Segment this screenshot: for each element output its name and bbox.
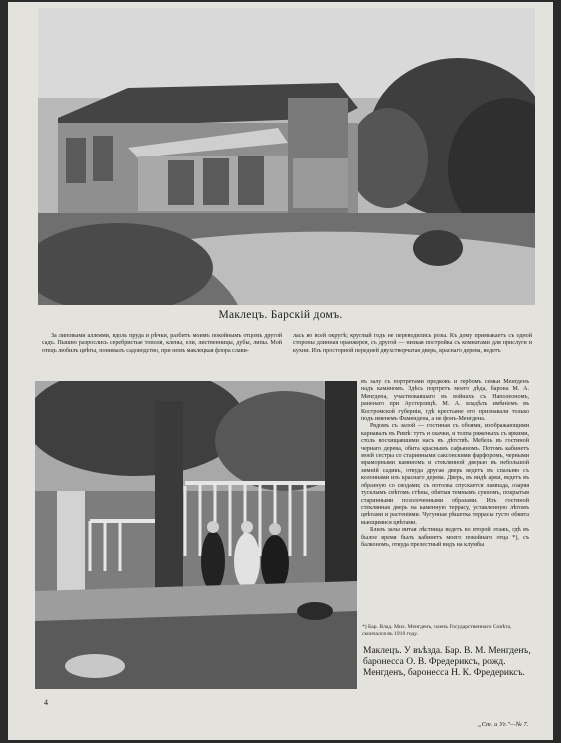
entrance-group-photo — [35, 381, 357, 689]
magazine-page — [8, 2, 553, 740]
intro-paragraph-right: лась во всей округѣ; круглый годъ не переводились розы. Къ дому примыкаетъ съ одной стороны длинная оранжерея, съ другой — низкая постройка съ комнатами для прислуги и кухни. Изъ просторной передней двухстворчатая дверь, краснаго дерева, ведетъ — [293, 333, 532, 354]
issue-folio: „Ст. и Уг."—№ 7. — [478, 721, 529, 728]
intro-text-right — [293, 333, 532, 355]
paragraph: въ залу съ портретами предковъ и гербомъ семьи Менгденъ надъ каминомъ. Здѣсь портретъ моего дѣда, барона М. А. Менгдена, участвовавшаго въ войнахъ съ Наполеономъ, раненаго при Аустерлицѣ. М. А. владѣлъ имѣніемъ въ Костромской губерніи, гдѣ крестьяне его признавали только подъ именемъ Фамендена, а не фонъ-Менгдена. — [361, 379, 529, 423]
paragraph: Рядомъ съ залой — гостиная съ обоями, изображающими карнавалъ въ Римѣ: тутъ и скачки, и толпа ряженыхъ съ яркими, столь восхищавшими насъ въ дѣтствѣ. Мебель въ гостиной чернаго дерева, обита краснымъ сафьяномъ. Потомъ кабинетъ моей сестры со старинными саксонскими фарфоромъ, черными мраморными каминомъ и стеклянной дверью въ небольшой зимній садикъ, откуда другая дверь ведетъ въ спальню съ колоннами изъ краснаго дерева. Дверь, въ видѣ арки, ведетъ въ образную со сводами; съ потолка спускается лампада, озаряя тусклымъ свѣтомъ стѣны, обитыя темнымъ сукномъ, покрытыя старинными позолоченными образами. Изъ гостиной стеклянная дверь на каменную террасу, уставленную лѣтомъ цвѣтами и растеніями. Чугунная рѣшетка террасы густо обвита вьющимися цвѣтами. — [361, 423, 529, 526]
top-photo-caption: Маклецъ. Барскій домъ. — [218, 309, 343, 321]
right-column-text — [361, 379, 529, 621]
page-number: 4 — [44, 698, 48, 707]
bottom-photo-caption: Маклецъ. У въѣзда. Бар. В. М. Менгденъ, баронесса О. В. Фредериксъ, рожд. Менгденъ, баронесса Н. К. Фредериксъ. — [363, 646, 531, 678]
manor-house-photo — [38, 8, 535, 305]
intro-paragraph-left: За липовыми аллеями, вдоль пруда и рѣчки, разбитъ моимъ покойнымъ отцомъ другой садъ. Пышно разрослись серебристые тополя, клены, ели, лиственницы, дубы, липы. Мой отецъ любилъ цвѣты, понималъ садоводство, при немъ маклецкая флора слави- — [42, 333, 282, 354]
intro-text-left — [42, 333, 282, 355]
paragraph: Близъ залы витая лѣстница ведетъ во второй этажъ, гдѣ въ былое время былъ кабинетъ моего покойнаго отца *), съ балкономъ, откуда прелестный видъ на клумбы — [361, 527, 529, 548]
footnote: *) Бар. Влад. Мих. Менгденъ, членъ Государственнаго Совѣта, скончался въ 1910 году. — [362, 624, 512, 637]
